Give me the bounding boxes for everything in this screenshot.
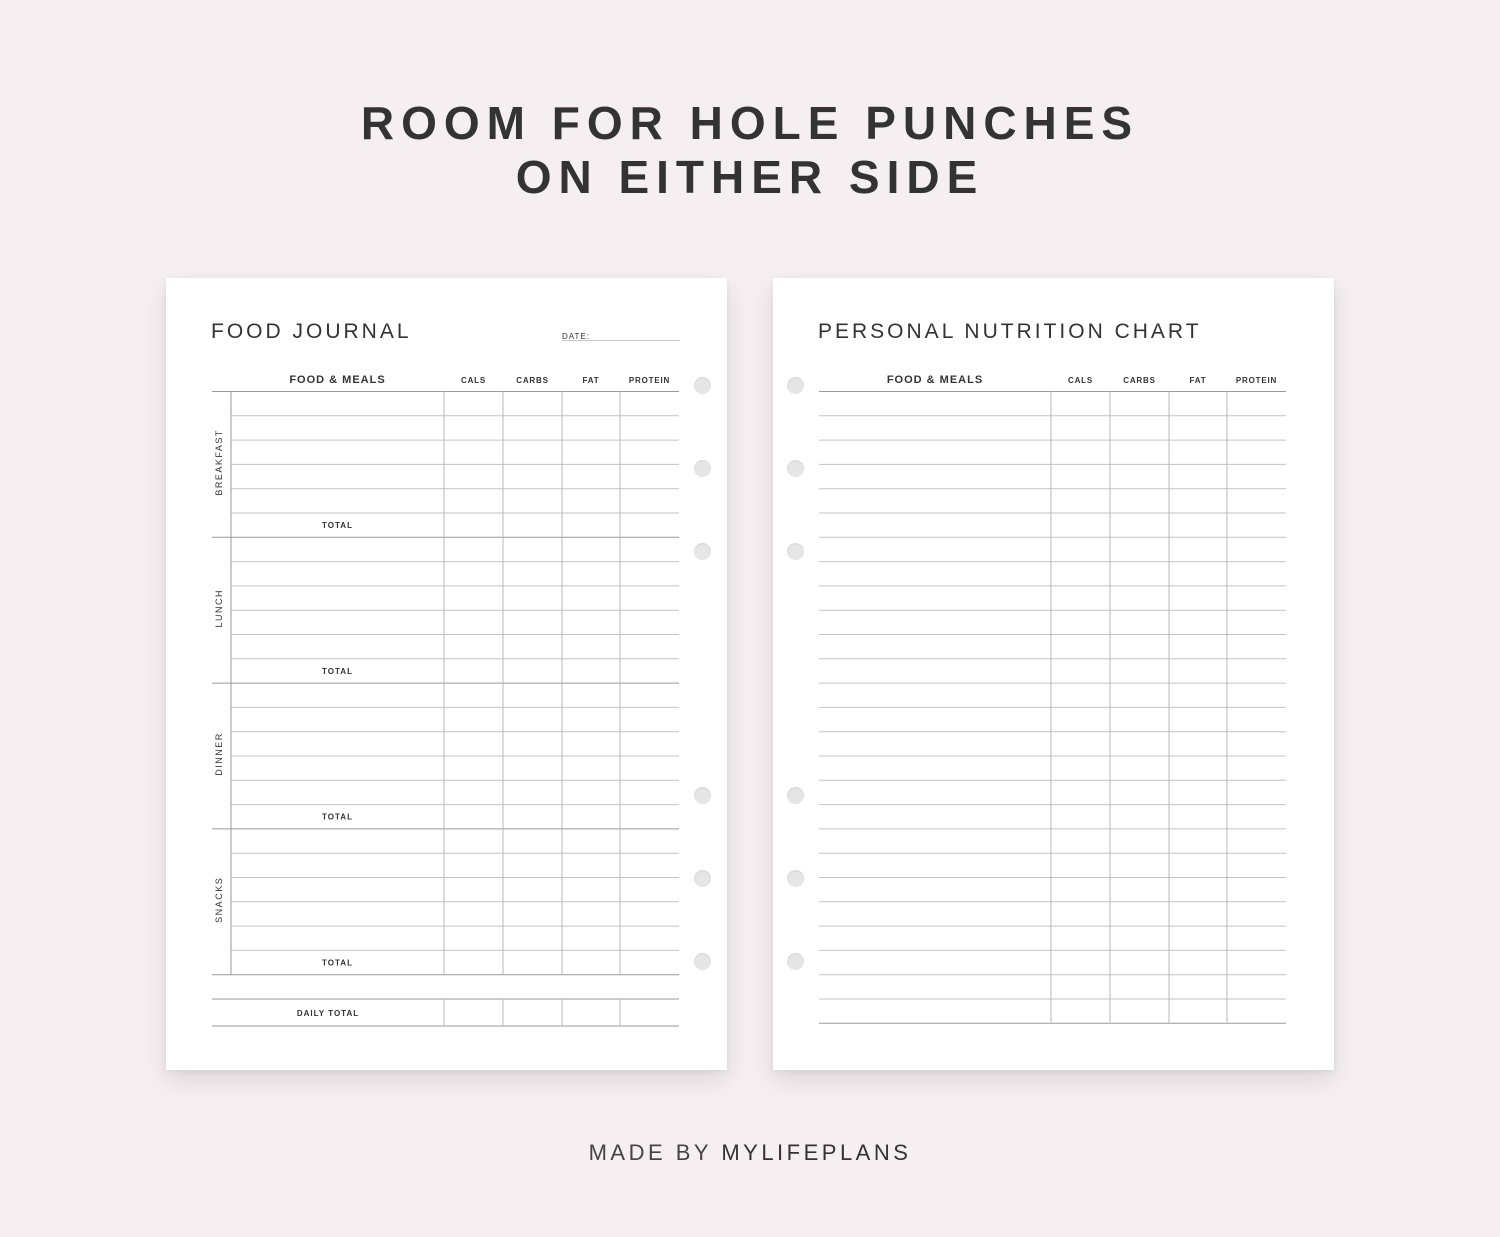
food-journal-table <box>166 278 727 1070</box>
total-label: TOTAL <box>322 958 353 968</box>
punch-hole <box>787 953 804 970</box>
column-header: CARBS <box>516 376 549 385</box>
section-label-lunch: LUNCH <box>214 588 224 628</box>
nutrition-chart-title: PERSONAL NUTRITION CHART <box>818 320 1202 343</box>
punch-hole <box>787 377 804 394</box>
total-label: TOTAL <box>322 521 353 530</box>
headline-line-1: ROOM FOR HOLE PUNCHES <box>360 97 1140 149</box>
punch-hole <box>694 787 711 804</box>
column-header: PROTEIN <box>1235 376 1278 385</box>
punch-hole <box>694 460 711 477</box>
total-label: TOTAL <box>322 666 353 676</box>
punch-hole <box>787 787 804 804</box>
punch-hole <box>694 953 711 970</box>
punch-hole <box>787 870 804 887</box>
headline <box>0 96 1500 204</box>
column-header: FOOD & MEALS <box>289 374 386 386</box>
column-header: CALS <box>461 376 486 385</box>
column-header: FAT <box>582 376 600 385</box>
headline-line-2: ON EITHER SIDE <box>515 151 985 203</box>
footer <box>0 1140 1500 1166</box>
column-header: PROTEIN <box>628 376 671 385</box>
nutrition-chart-table <box>773 278 1334 1070</box>
punch-hole <box>787 543 804 560</box>
date-label: DATE: <box>562 332 590 341</box>
nutrition-chart-page <box>773 278 1334 1070</box>
section-label-breakfast: BREAKFAST <box>214 429 224 496</box>
column-header: CALS <box>1068 376 1093 385</box>
section-label-dinner: DINNER <box>214 732 224 776</box>
column-header: FOOD & MEALS <box>886 374 984 386</box>
daily-total-label: DAILY TOTAL <box>296 1009 360 1018</box>
punch-hole <box>787 460 804 477</box>
footer-brand: MYLIFEPLANS <box>721 1140 912 1165</box>
footer-prefix: MADE BY <box>588 1140 712 1165</box>
total-label: TOTAL <box>322 812 353 822</box>
punch-hole <box>694 543 711 560</box>
food-journal-page <box>166 278 727 1070</box>
section-label-snacks: SNACKS <box>214 876 224 923</box>
punch-hole <box>694 377 711 394</box>
punch-hole <box>694 870 711 887</box>
food-journal-title: FOOD JOURNAL <box>211 320 412 343</box>
column-header: CARBS <box>1123 376 1156 385</box>
column-header: FAT <box>1189 376 1207 385</box>
